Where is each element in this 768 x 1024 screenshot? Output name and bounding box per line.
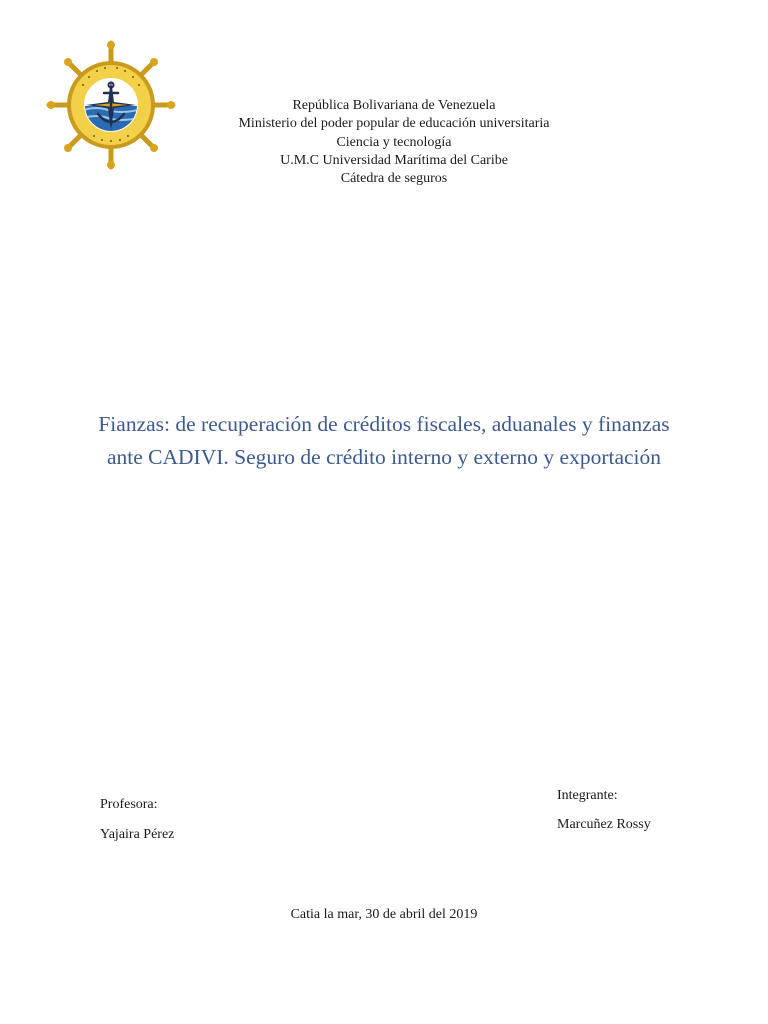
header-country: República Bolivariana de Venezuela — [292, 98, 496, 113]
header-university: U.M.C Universidad Marítima del Caribe — [280, 152, 508, 168]
place-date: Catia la mar, 30 de abril del 2019 — [290, 907, 478, 922]
professor-name: Yajaira Pérez — [100, 827, 175, 842]
member-label: Integrante: — [557, 788, 618, 803]
professor-label: Profesora: — [100, 797, 158, 812]
header-ministry: Ministerio del poder popular de educación universitaria — [238, 116, 550, 132]
member-name: Marcuñez Rossy — [557, 817, 651, 832]
institution-header — [0, 97, 768, 188]
header-chair: Cátedra de seguros — [340, 171, 448, 187]
document-title: Fianzas: de recuperación de créditos fiscales, aduanales y finanzas ante CADIVI. Seguro de crédito interno y externo y exportación — [98, 412, 670, 469]
header-science: Ciencia y tecnología — [336, 134, 452, 150]
